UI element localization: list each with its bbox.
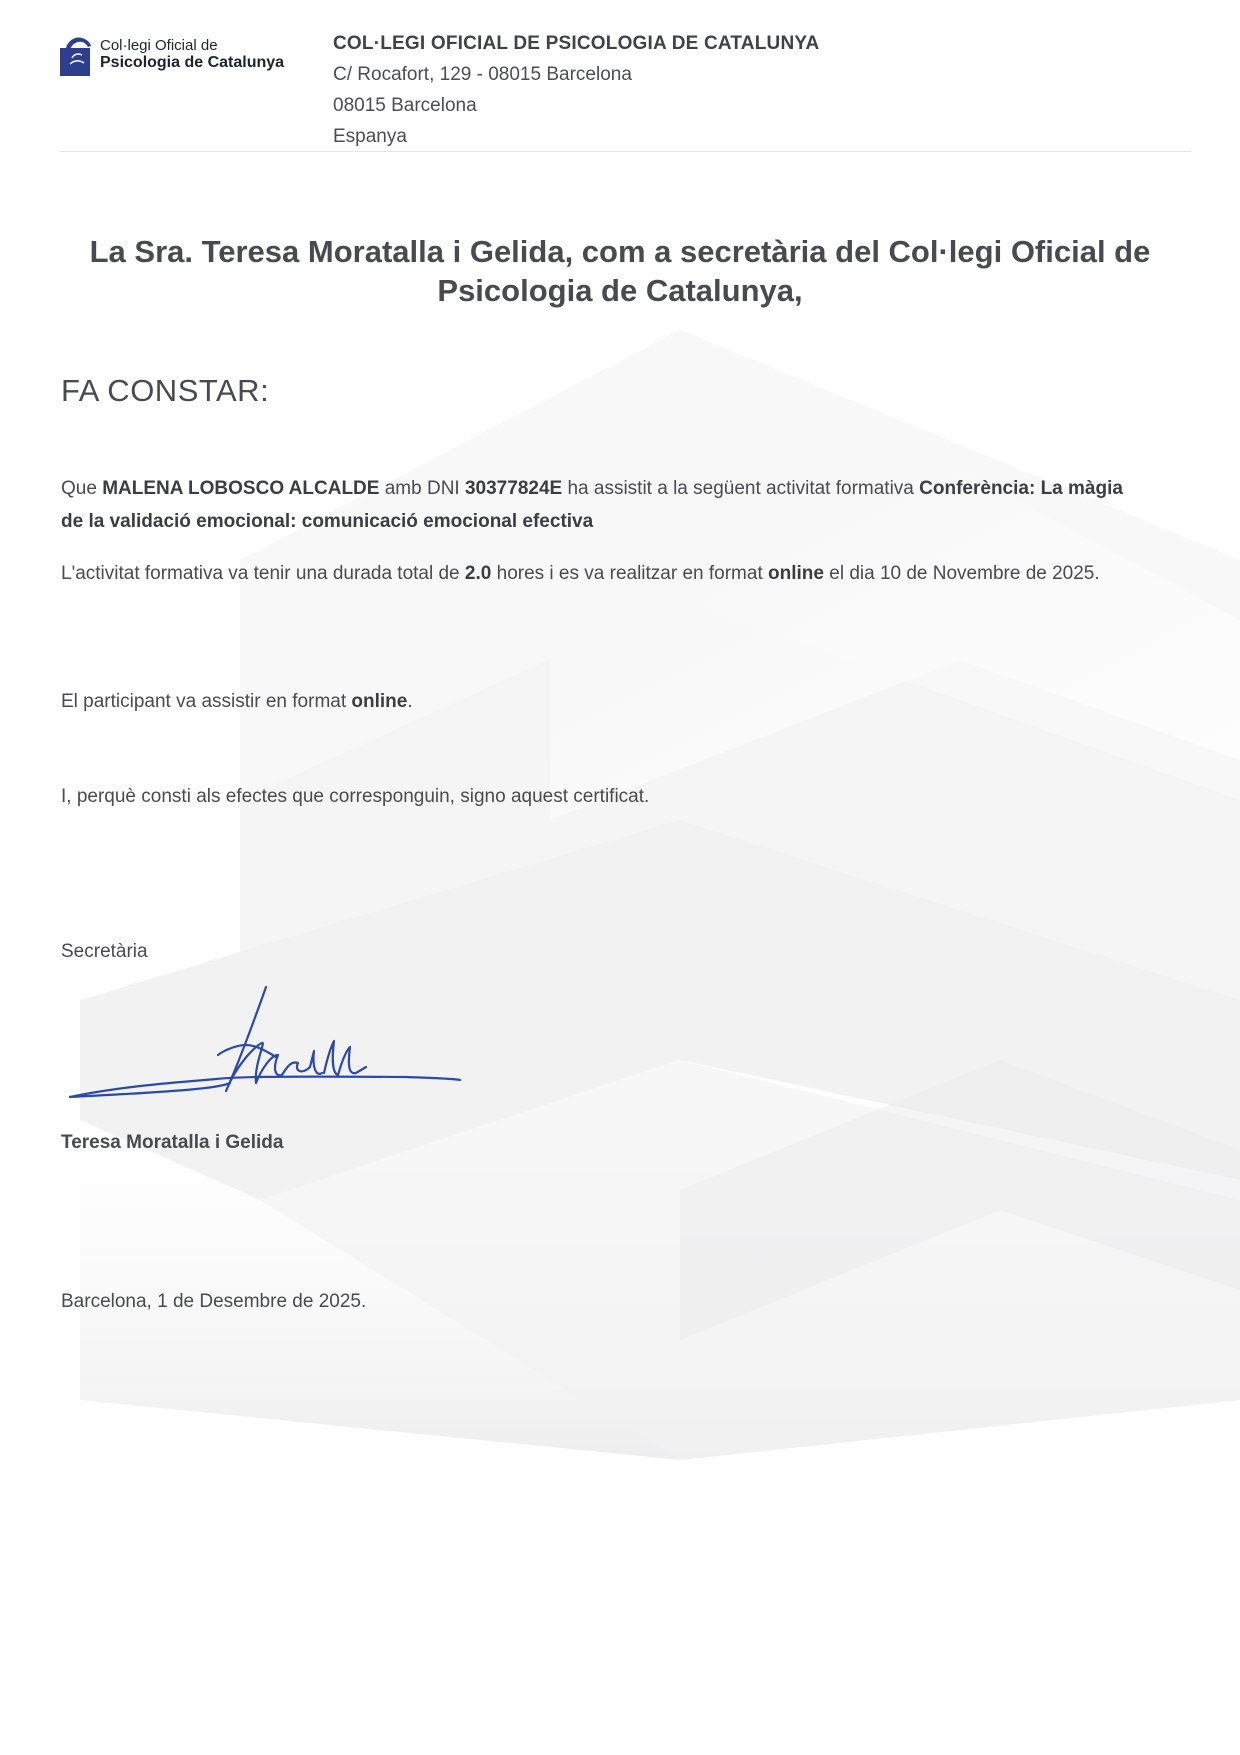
address-line-3: Espanya — [333, 126, 407, 147]
logo-line1: Col·legi Oficial de — [100, 36, 218, 54]
p3-text-2: . — [407, 691, 413, 712]
handwritten-signature — [66, 985, 466, 1115]
p1-text-1: Que — [61, 478, 103, 499]
activity-format: online — [768, 563, 824, 584]
duration-statement — [61, 557, 1141, 590]
logo-mark-icon — [60, 34, 92, 76]
certificate-title: La Sra. Teresa Moratalla i Gelida, com a secretària del Col·legi Oficial de Psicologia de Catalunya, — [89, 234, 1151, 308]
p2-text-2: hores i es va realitzar en format — [491, 563, 769, 584]
p1-text-3: ha assistit a la següent activitat formativa — [562, 478, 920, 499]
logo-text — [100, 38, 284, 72]
logo-line2: Psicologia de Catalunya — [100, 54, 285, 72]
p3-text-1: El participant va assistir en format — [61, 691, 352, 712]
org-address-block — [333, 28, 819, 152]
closing-statement: I, perquè consti als efectes que corresponguin, signo aquest certificat. — [61, 786, 650, 807]
address-line-2: 08015 Barcelona — [333, 95, 477, 116]
participation-format-statement — [61, 685, 1141, 718]
header-divider — [60, 151, 1191, 152]
signer-name: Teresa Moratalla i Gelida — [61, 1132, 284, 1153]
p2-text-1: L'activitat formativa va tenir una durada total de — [61, 563, 465, 584]
p2-text-3: el dia 10 de Novembre de 2025. — [823, 563, 1100, 584]
participant-name: MALENA LOBOSCO ALCALDE — [102, 478, 380, 499]
participation-format: online — [351, 691, 408, 712]
p1-text-2: amb DNI — [379, 478, 465, 499]
signer-role: Secretària — [61, 941, 148, 962]
fa-constar-heading: FA CONSTAR: — [61, 373, 270, 408]
activity-hours: 2.0 — [464, 563, 492, 584]
place-and-date: Barcelona, 1 de Desembre de 2025. — [61, 1291, 367, 1312]
activity-title: Conferència: La màgia de la validació emocional: comunicació emocional efectiva — [61, 478, 1123, 532]
attendance-statement — [61, 472, 1141, 538]
org-name: COL·LEGI OFICIAL DE PSICOLOGIA DE CATALUNYA — [333, 33, 820, 54]
participant-dni: 30377824E — [464, 478, 563, 499]
address-line-1: C/ Rocafort, 129 - 08015 Barcelona — [333, 64, 632, 85]
logo — [60, 30, 320, 80]
